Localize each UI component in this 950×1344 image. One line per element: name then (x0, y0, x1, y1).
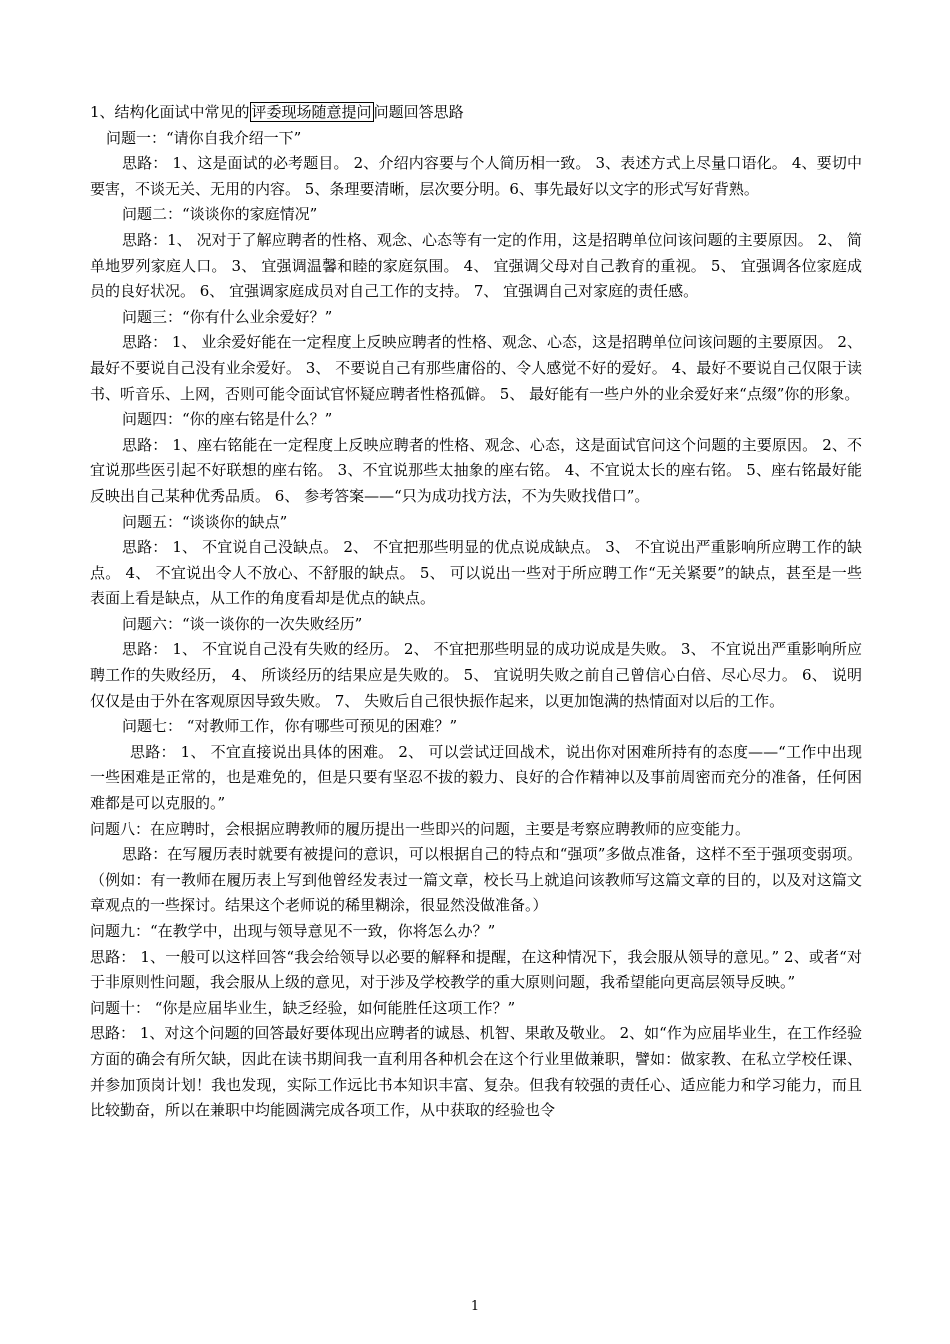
question-10-answer: 思路： 1、对这个问题的回答最好要体现出应聘者的诚恳、机智、果敢及敬业。 2、如“作为应届毕业生，在工作经验方面的确会有所欠缺，因此在读书期间我一直利用各种机会在这个行业里做兼职，譬如：做家教、在私立学校任课、并参加顶岗计划！我也发现，实际工作远比书本知识丰富、复杂。但我有较强的责任心、适应能力和学习能力，而且比较勤奋，所以在兼职中均能圆满完成各项工作，从中获取的经验也令 (90, 1024, 862, 1120)
document-heading (90, 100, 862, 126)
document-page (90, 100, 862, 1124)
heading-suffix: 问题回答思路 (373, 103, 464, 121)
question-6-title: 问题六：“谈一谈你的一次失败经历” (122, 614, 363, 633)
question-5-answer: 思路： 1、 不宜说自己没缺点。 2、 不宜把那些明显的优点说成缺点。 3、 不宜说出严重影响所应聘工作的缺点。 4、 不宜说出令人不放心、不舒服的缺点。 5、 可以说出一些对于所应聘工作“无关紧要”的缺点，甚至是一些表面上看是缺点，从工作的角度看却是优点的缺点。 (90, 538, 862, 608)
question-2-title: 问题二：“谈谈你的家庭情况” (122, 205, 318, 224)
question-8-title: 问题八：在应聘时，会根据应聘教师的履历提出一些即兴的问题，主要是考察应聘教师的应变能力。 (90, 819, 751, 838)
question-3-title: 问题三：“你有什么业余爱好？” (122, 307, 333, 326)
heading-prefix: 1、结构化面试中常见的 (90, 103, 250, 121)
question-9-title: 问题九：“在教学中，出现与领导意见不一致，你将怎么办？” (90, 922, 496, 940)
question-4-answer: 思路： 1、座右铭能在一定程度上反映应聘者的性格、观念、心态，这是面试官问这个问题的主要原因。 2、不宜说那些医引起不好联想的座右铭。 3、不宜说那些太抽象的座右铭。 4、不宜说太长的座右铭。 5、座右铭最好能反映出自己某种优秀品质。 6、 参考答案——“只为成功找方法，不为失败找借口”。 (90, 435, 862, 505)
question-9-answer: 思路： 1、一般可以这样回答“我会给领导以必要的解释和提醒，在这种情况下，我会服从领导的意见。” 2、或者“对于非原则性问题，我会服从上级的意见，对于涉及学校教学的重大原则问题，我希望能向更高层领导反映。” (90, 947, 862, 992)
question-1-answer: 思路： 1、这是面试的必考题目。 2、介绍内容要与个人简历相一致。 3、表述方式上尽量口语化。 4、要切中要害，不谈无关、无用的内容。 5、条理要清晰，层次要分明。6、事先最好以文字的形式写好背熟。 (90, 154, 862, 198)
question-10-title: 问题十： “你是应届毕业生，缺乏经验，如何能胜任这项工作？” (90, 998, 516, 1017)
question-5-title: 问题五：“谈谈你的缺点” (122, 512, 288, 531)
heading-boxed-text: 评委现场随意提问 (251, 103, 372, 121)
question-7-title: 问题七： “对教师工作，你有哪些可预见的困难？” (122, 717, 458, 736)
question-2-answer: 思路：1、 况对于了解应聘者的性格、观念、心态等有一定的作用，这是招聘单位问该问题的主要原因。 2、 简单地罗列家庭人口。 3、 宜强调温馨和睦的家庭氛围。 4、 宜强调父母对自己教育的重视。 5、 宜强调各位家庭成员的良好状况。 6、 宜强调家庭成员对自己工作的支持。 7、 宜强调自己对家庭的责任感。 (90, 230, 862, 301)
question-8-answer: 思路：在写履历表时就要有被提问的意识，可以根据自己的特点和“强项”多做点准备，这样不至于强项变弱项。（例如：有一教师在履历表上写到他曾经发表过一篇文章，校长马上就追问该教师写这篇文章的目的，以及对这篇文章观点的一些探讨。结果这个老师说的稀里糊涂，很显然没做准备。） (90, 845, 862, 915)
question-3-answer: 思路： 1、 业余爱好能在一定程度上反映应聘者的性格、观念、心态，这是招聘单位问该问题的主要原因。 2、 最好不要说自己没有业余爱好。 3、 不要说自己有那些庸俗的、令人感觉不好的爱好。 4、最好不要说自己仅限于读书、听音乐、上网，否则可能令面试官怀疑应聘者性格孤僻。 5、 最好能有一些户外的业余爱好来“点缀”你的形象。 (90, 333, 862, 403)
page-number: 1 (470, 1299, 480, 1314)
question-1-title: 问题一：“请你自我介绍一下” (106, 128, 302, 147)
question-7-answer: 思路： 1、 不宜直接说出具体的困难。 2、 可以尝试迂回战术，说出你对困难所持有的态度——“工作中出现一些困难是正常的，也是难免的，但是只要有坚忍不拔的毅力、良好的合作精神以及事前周密而充分的准备，任何困难都是可以克服的。” (90, 742, 862, 813)
question-6-answer: 思路： 1、 不宜说自己没有失败的经历。 2、 不宜把那些明显的成功说成是失败。 3、 不宜说出严重影响所应聘工作的失败经历， 4、 所谈经历的结果应是失败的。 5、 宜说明失败之前自己曾信心白倍、尽心尽力。 6、 说明仅仅是由于外在客观原因导致失败。 7、 失败后自己很快振作起来，以更加饱满的热情面对以后的工作。 (90, 640, 862, 710)
question-4-title: 问题四：“你的座右铭是什么？” (122, 410, 333, 429)
